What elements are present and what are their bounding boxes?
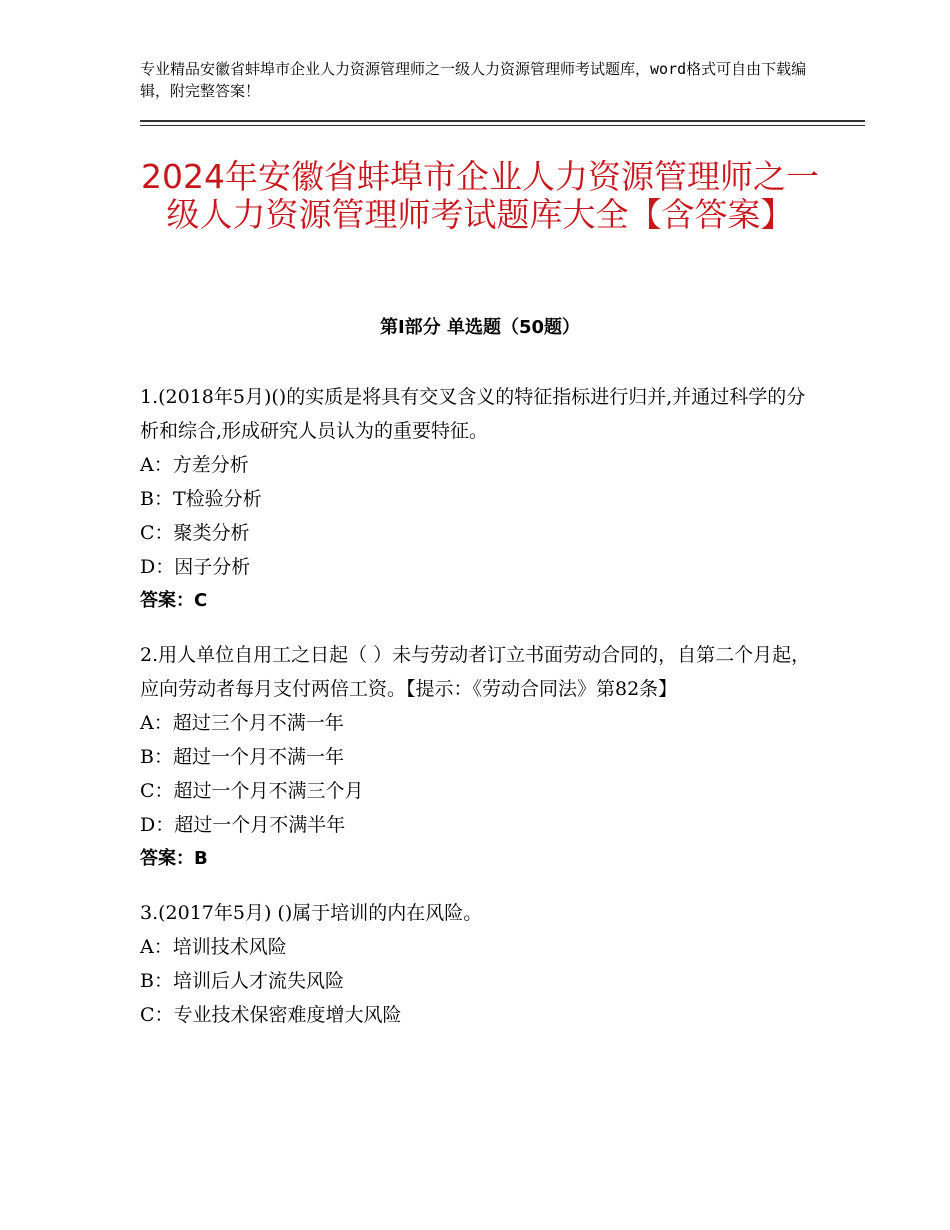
option-d: D：超过一个月不满半年 <box>140 814 346 836</box>
option-c: C：超过一个月不满三个月 <box>140 780 364 802</box>
document-title: 2024年安徽省蚌埠市企业人力资源管理师之一级人力资源管理师考试题库大全【含答案】 <box>141 157 819 234</box>
option-a: A：超过三个月不满一年 <box>140 712 344 734</box>
option-b: B：T检验分析 <box>140 488 262 510</box>
answer: 答案：B <box>140 848 208 869</box>
option-d: D：因子分析 <box>140 556 251 578</box>
question-stem: 2.用人单位自用工之日起（ ）未与劳动者订立书面劳动合同的，自第二个月起，应向劳动者每月支付两倍工资。【提示：《劳动合同法》第82条】 <box>140 644 811 700</box>
question-2 <box>140 638 820 876</box>
option-a: A：方差分析 <box>140 454 249 476</box>
header-rule-thick <box>140 120 865 122</box>
section-title: 第Ⅰ部分 单选题（50题） <box>379 317 580 338</box>
question-3 <box>140 896 820 1032</box>
option-c: C：专业技术保密难度增大风险 <box>140 1004 402 1026</box>
answer: 答案：C <box>140 590 208 611</box>
header-rule-thin <box>140 125 865 126</box>
question-1 <box>140 380 820 618</box>
header-note: 专业精品安徽省蚌埠市企业人力资源管理师之一级人力资源管理师考试题库，word格式可自由下载编辑，附完整答案！ <box>140 60 807 100</box>
option-b: B：超过一个月不满一年 <box>140 746 344 768</box>
option-b: B：培训后人才流失风险 <box>140 970 344 992</box>
question-list <box>140 380 820 1052</box>
question-stem: 1.(2018年5月)()的实质是将具有交叉含义的特征指标进行归并,并通过科学的分析和综合,形成研究人员认为的重要特征。 <box>140 386 806 442</box>
option-a: A：培训技术风险 <box>140 936 287 958</box>
question-stem: 3.(2017年5月) ()属于培训的内在风险。 <box>140 902 483 924</box>
option-c: C：聚类分析 <box>140 522 250 544</box>
